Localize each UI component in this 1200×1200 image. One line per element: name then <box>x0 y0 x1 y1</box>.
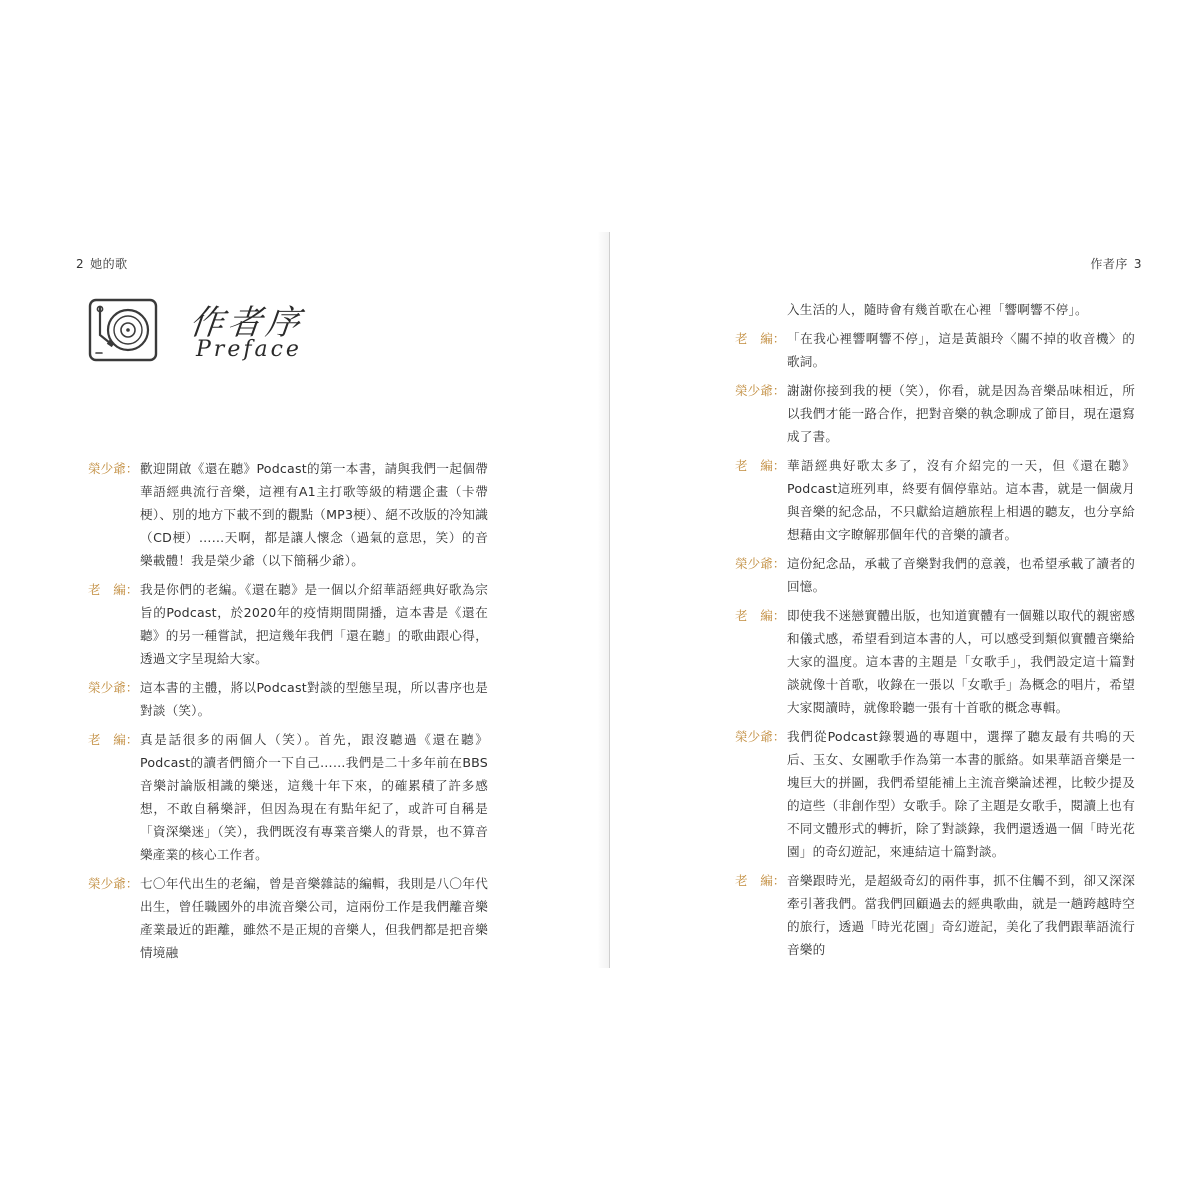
speech-text: 音樂跟時光，是超級奇幻的兩件事，抓不住觸不到，卻又深深牽引著我們。當我們回顧過去的經典歌曲，就是一趟跨越時空的旅行，透過「時光花園」奇幻遊記，美化了我們跟華語流行音樂的 <box>787 873 1135 957</box>
speech-text: 這本書的主體，將以Podcast對談的型態呈現，所以書序也是對談（笑）。 <box>140 680 488 718</box>
dialogue-entry <box>88 872 488 964</box>
continued-text <box>735 298 1135 321</box>
speech-text: 謝謝你接到我的梗（笑），你看，就是因為音樂品味相近，所以我們才能一路合作，把對音樂的執念聊成了節目，現在還寫成了書。 <box>787 383 1135 444</box>
right-running-title: 作者序 <box>1090 257 1128 271</box>
speaker-label: 榮少爺： <box>735 729 786 744</box>
dialogue-entry <box>88 728 488 866</box>
speaker-label: 老 編： <box>735 873 786 888</box>
speech-text: 「在我心裡響啊響不停」，這是黃韻玲〈關不掉的收音機〉的歌詞。 <box>787 331 1135 369</box>
left-text-column <box>88 457 488 970</box>
speaker-label: 榮少爺： <box>88 876 139 891</box>
speech-text: 入生活的人，隨時會有幾首歌在心裡「響啊響不停」。 <box>787 302 1088 317</box>
speaker-label: 老 編： <box>735 458 786 473</box>
speech-text: 華語經典好歌太多了，沒有介紹完的一天，但《還在聽》Podcast這班列車，終要有個停靠站。這本書，就是一個歲月與音樂的紀念品，不只獻給這趟旅程上相遇的聽友，也分享給想藉由文字瞭解那個年代的音樂的讀者。 <box>787 458 1135 542</box>
dialogue-entry <box>735 869 1135 961</box>
dialogue-entry <box>735 604 1135 719</box>
dialogue-entry <box>735 379 1135 448</box>
speaker-label: 老 編： <box>88 582 139 597</box>
section-title <box>88 297 308 367</box>
speaker-label: 榮少爺： <box>88 461 139 476</box>
title-chinese: 作者序 <box>187 303 306 343</box>
dialogue-entry <box>88 457 488 572</box>
left-running-title: 她的歌 <box>90 257 128 271</box>
gutter-shadow <box>597 232 609 968</box>
right-page-number: 3 <box>1133 257 1142 271</box>
speech-text: 即使我不迷戀實體出版，也知道實體有一個難以取代的親密感和儀式感，希望看到這本書的人，可以感受到類似實體音樂給大家的溫度。這本書的主題是「女歌手」，我們設定這十篇對談就像十首歌，收錄在一張以「女歌手」為概念的唱片，希望大家閱讀時，就像聆聽一張有十首歌的概念專輯。 <box>787 608 1135 715</box>
dialogue-entry <box>735 327 1135 373</box>
turntable-icon <box>88 297 158 363</box>
speaker-label: 榮少爺： <box>735 556 786 571</box>
dialogue-entry <box>735 552 1135 598</box>
right-running-head <box>1090 255 1142 272</box>
dialogue-entry <box>735 725 1135 863</box>
dialogue-entry <box>88 578 488 670</box>
speaker-label: 榮少爺： <box>735 383 786 398</box>
dialogue-entry <box>88 676 488 722</box>
dialogue-entry <box>735 454 1135 546</box>
speaker-label: 老 編： <box>735 331 786 346</box>
left-page-number: 2 <box>76 257 85 271</box>
speech-text: 七〇年代出生的老編，曾是音樂雜誌的編輯，我則是八〇年代出生，曾任職國外的串流音樂公司，這兩份工作是我們離音樂產業最近的距離，雖然不是正規的音樂人，但我們都是把音樂情境融 <box>140 876 488 960</box>
speech-text: 我們從Podcast錄製過的專題中，選擇了聽友最有共鳴的天后、玉女、女團歌手作為第一本書的脈絡。如果華語音樂是一塊巨大的拼圖，我們希望能補上主流音樂論述裡，比較少提及的這些（非創作型）女歌手。除了主題是女歌手，閱讀上也有不同文體形式的轉折，除了對談錄，我們還透過一個「時光花園」的奇幻遊記，來連結這十篇對談。 <box>787 729 1135 859</box>
title-english: Preface <box>196 337 302 362</box>
page-gutter <box>609 232 610 968</box>
speech-text: 這份紀念品，承載了音樂對我們的意義，也希望承載了讀者的回憶。 <box>787 556 1135 594</box>
left-running-head <box>76 255 128 272</box>
speaker-label: 老 編： <box>88 732 139 747</box>
right-text-column <box>735 298 1135 967</box>
speech-text: 我是你們的老編。《還在聽》是一個以介紹華語經典好歌為宗旨的Podcast，於2020年的疫情期間開播，這本書是《還在聽》的另一種嘗試，把這幾年我們「還在聽」的歌曲跟心得，透過文字呈現給大家。 <box>140 582 488 666</box>
speaker-label: 老 編： <box>735 608 786 623</box>
speech-text: 真是話很多的兩個人（笑）。首先，跟沒聽過《還在聽》Podcast的讀者們簡介一下自己……我們是二十多年前在BBS音樂討論版相識的樂迷，這幾十年下來，的確累積了許多感想，不敢自稱樂評，但因為現在有點年紀了，或許可自稱是「資深樂迷」（笑），我們既沒有專業音樂人的背景，也不算音樂產業的核心工作者。 <box>140 732 488 862</box>
speech-text: 歡迎開啟《還在聽》Podcast的第一本書，請與我們一起個帶華語經典流行音樂，這裡有A1主打歌等級的精選企畫（卡帶梗）、別的地方下載不到的觀點（MP3梗）、絕不改版的冷知識（CD梗）……天啊，都是讓人懷念（過氣的意思，笑）的音樂載體！我是榮少爺（以下簡稱少爺）。 <box>140 461 488 568</box>
speaker-label: 榮少爺： <box>88 680 139 695</box>
